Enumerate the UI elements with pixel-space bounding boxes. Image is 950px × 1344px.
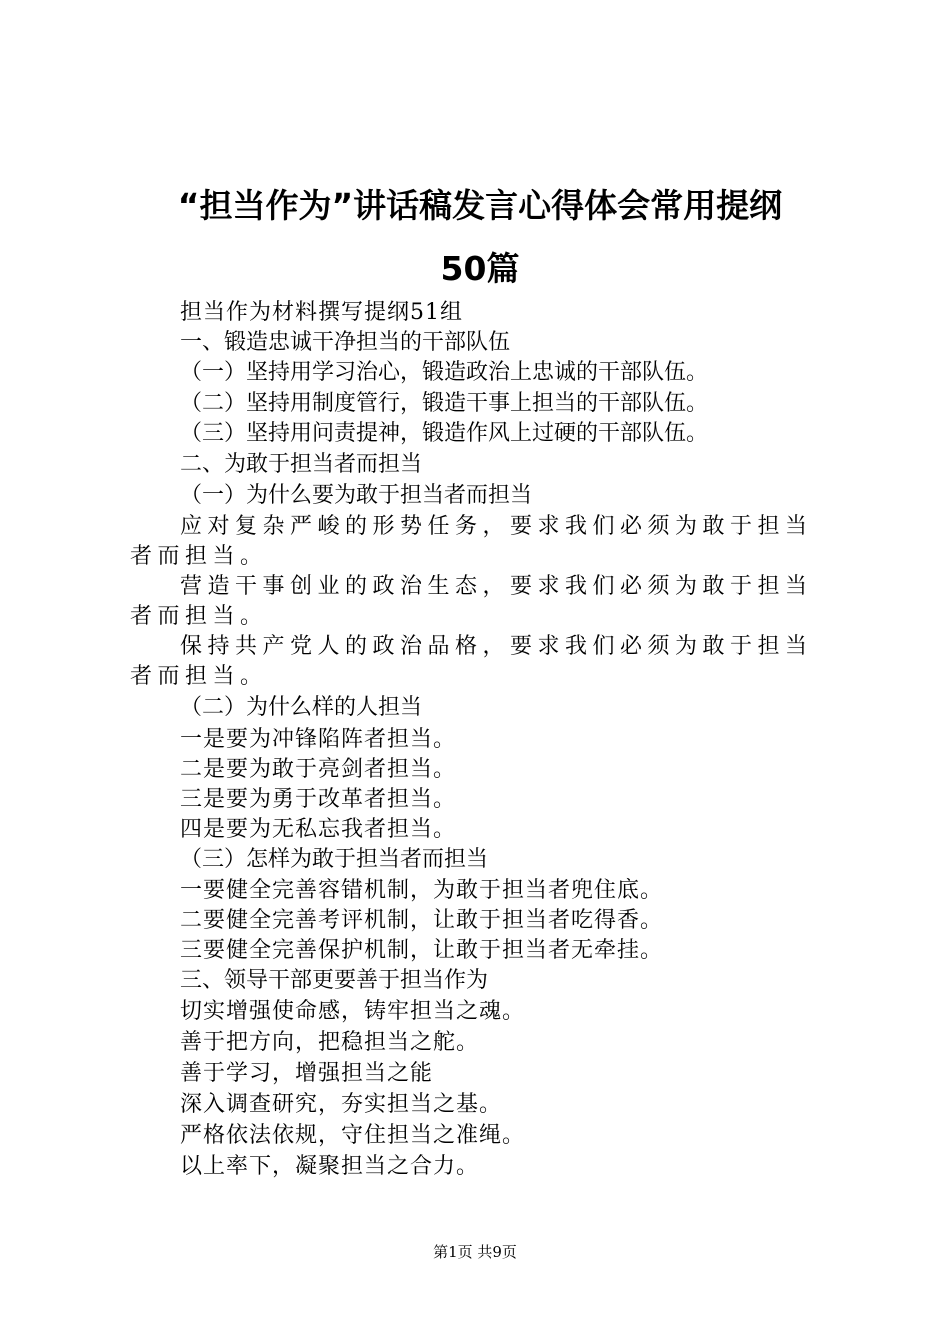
section1-item: （三）坚持用问责提神，锻造作风上过硬的干部队伍。 bbox=[180, 421, 709, 446]
document-title-line2: 50篇 bbox=[440, 249, 520, 288]
section2-sub3-heading: （三）怎样为敢于担当者而担当 bbox=[180, 847, 489, 872]
section3-item: 以上率下，凝聚担当之合力。 bbox=[180, 1154, 480, 1179]
section2-sub3-item: 二要健全完善考评机制，让敢于担当者吃得香。 bbox=[180, 908, 664, 933]
page-footer: 第1页 共9页 bbox=[433, 1243, 517, 1261]
document-title-line1: “担当作为”讲话稿发言心得体会常用提纲 bbox=[177, 186, 783, 225]
section2-sub1-paragraph: 应对复杂严峻的形势任务，要求我们必须为敢于担当者而担当。 bbox=[130, 514, 813, 569]
section1-heading: 一、锻造忠诚干净担当的干部队伍 bbox=[180, 330, 511, 355]
intro-line: 担当作为材料撰写提纲51组 bbox=[180, 300, 463, 325]
section3-item: 善于把方向，把稳担当之舵。 bbox=[180, 1030, 480, 1055]
section2-sub1-heading: （一）为什么要为敢于担当者而担当 bbox=[180, 483, 533, 508]
section3-heading: 三、领导干部更要善于担当作为 bbox=[180, 968, 489, 993]
section3-item: 深入调查研究，夯实担当之基。 bbox=[180, 1092, 503, 1117]
section1-item: （一）坚持用学习治心，锻造政治上忠诚的干部队伍。 bbox=[180, 360, 709, 385]
section2-sub2-item: 三是要为勇于改革者担当。 bbox=[180, 787, 457, 812]
section2-sub1-paragraph: 营造干事创业的政治生态，要求我们必须为敢于担当者而担当。 bbox=[130, 574, 813, 629]
section3-item: 善于学习，增强担当之能 bbox=[180, 1061, 434, 1086]
section2-sub2-item: 一是要为冲锋陷阵者担当。 bbox=[180, 727, 457, 752]
section2-heading: 二、为敢于担当者而担当 bbox=[180, 452, 423, 477]
section3-item: 严格依法依规，守住担当之准绳。 bbox=[180, 1123, 526, 1148]
section1-item: （二）坚持用制度管行，锻造干事上担当的干部队伍。 bbox=[180, 391, 709, 416]
section2-sub3-item: 一要健全完善容错机制，为敢于担当者兜住底。 bbox=[180, 878, 664, 903]
section2-sub1-paragraph: 保持共产党人的政治品格，要求我们必须为敢于担当者而担当。 bbox=[130, 634, 813, 689]
section2-sub2-item: 四是要为无私忘我者担当。 bbox=[180, 817, 457, 842]
section2-sub2-heading: （二）为什么样的人担当 bbox=[180, 695, 423, 720]
section2-sub3-item: 三要健全完善保护机制，让敢于担当者无牵挂。 bbox=[180, 938, 664, 963]
section2-sub2-item: 二是要为敢于亮剑者担当。 bbox=[180, 757, 457, 782]
section3-item: 切实增强使命感，铸牢担当之魂。 bbox=[180, 999, 526, 1024]
